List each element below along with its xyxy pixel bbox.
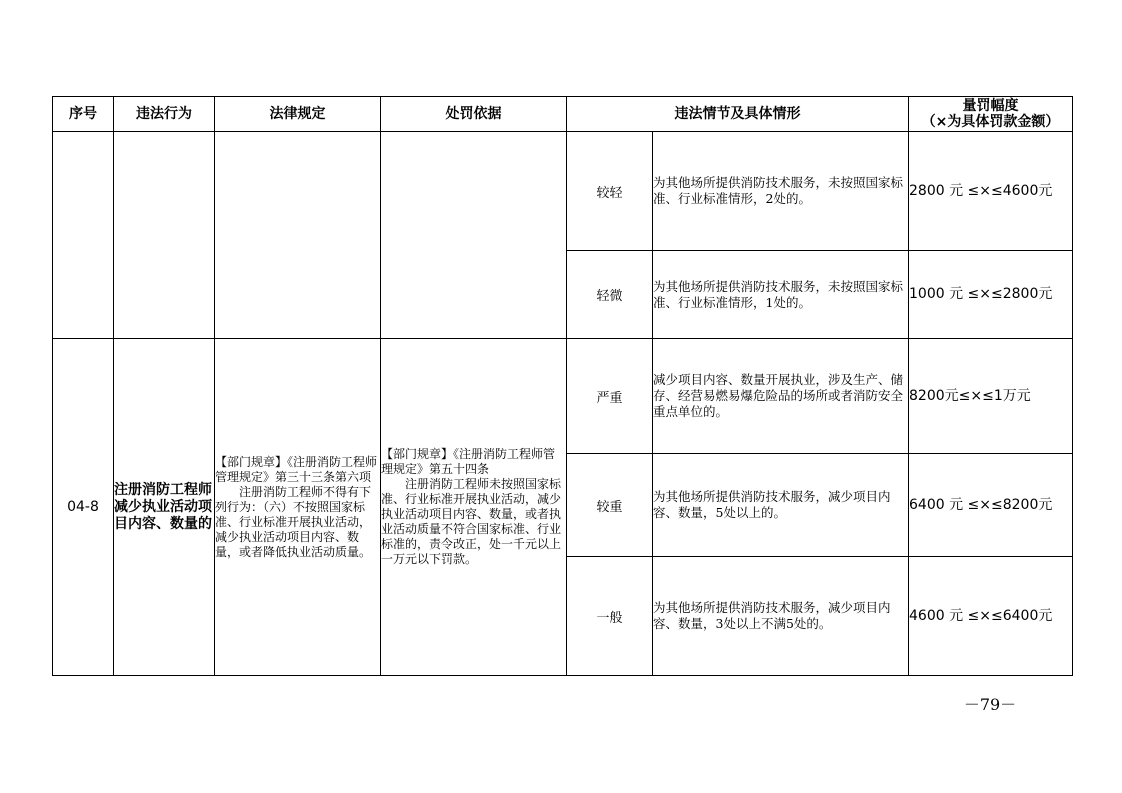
continued-law-cell — [215, 132, 381, 339]
level-cell: 较轻 — [567, 132, 653, 251]
table-row — [53, 339, 1073, 454]
description-cell: 为其他场所提供消防技术服务，减少项目内容、数量，3处以上不满5处的。 — [653, 557, 909, 676]
range-cell: 6400 元 ≤×≤8200元 — [909, 454, 1073, 557]
header-circumstance: 违法情节及具体情形 — [567, 97, 909, 132]
range-cell: 2800 元 ≤×≤4600元 — [909, 132, 1073, 251]
range-cell: 4600 元 ≤×≤6400元 — [909, 557, 1073, 676]
basis-text: 注册消防工程师未按照国家标准、行业标准开展执业活动，减少执业活动项目内容、数量，或者执业活动质量不符合国家标准、行业标准的，责令改正，处一千元以上一万元以下罚款。 — [381, 477, 562, 566]
table-header-row — [53, 97, 1073, 132]
basis-citation: 【部门规章】《注册消防工程师管理规定》第五十四条 — [381, 447, 556, 476]
table-row — [53, 132, 1073, 251]
level-cell: 一般 — [567, 557, 653, 676]
description-cell: 减少项目内容、数量开展执业，涉及生产、储存、经营易燃易爆危险品的场所或者消防安全重点单位的。 — [653, 339, 909, 454]
header-behavior: 违法行为 — [114, 97, 215, 132]
continued-basis-cell — [381, 132, 567, 339]
entry-number: 04-8 — [53, 339, 114, 676]
entry-law-provision — [215, 339, 381, 676]
continued-no-cell — [53, 132, 114, 339]
level-cell: 严重 — [567, 339, 653, 454]
continued-behavior-cell — [114, 132, 215, 339]
entry-behavior: 注册消防工程师减少执业活动项目内容、数量的 — [114, 339, 215, 676]
header-range — [909, 97, 1073, 132]
range-cell: 1000 元 ≤×≤2800元 — [909, 251, 1073, 339]
level-cell: 轻微 — [567, 251, 653, 339]
header-range-title: 量罚幅度 — [962, 98, 1019, 114]
description-cell: 为其他场所提供消防技术服务，未按照国家标准、行业标准情形，1处的。 — [653, 251, 909, 339]
range-cell: 8200元≤×≤1万元 — [909, 339, 1073, 454]
level-cell: 较重 — [567, 454, 653, 557]
page-number: －79－ — [963, 695, 1017, 714]
description-cell: 为其他场所提供消防技术服务，未按照国家标准、行业标准情形，2处的。 — [653, 132, 909, 251]
law-citation: 【部门规章】《注册消防工程师管理规定》第三十三条第六项 — [215, 454, 378, 484]
description-cell: 为其他场所提供消防技术服务，减少项目内容、数量，5处以上的。 — [653, 454, 909, 557]
header-law: 法律规定 — [215, 97, 381, 132]
entry-penalty-basis — [381, 339, 567, 676]
header-no: 序号 — [53, 97, 114, 132]
header-basis: 处罚依据 — [381, 97, 567, 132]
penalty-table — [52, 96, 1073, 676]
header-range-note: （×为具体罚款金额） — [921, 114, 1060, 130]
law-text: 注册消防工程师不得有下列行为：（六）不按照国家标准、行业标准开展执业活动，减少执业活动项目内容、数量，或者降低执业活动质量。 — [215, 484, 372, 559]
